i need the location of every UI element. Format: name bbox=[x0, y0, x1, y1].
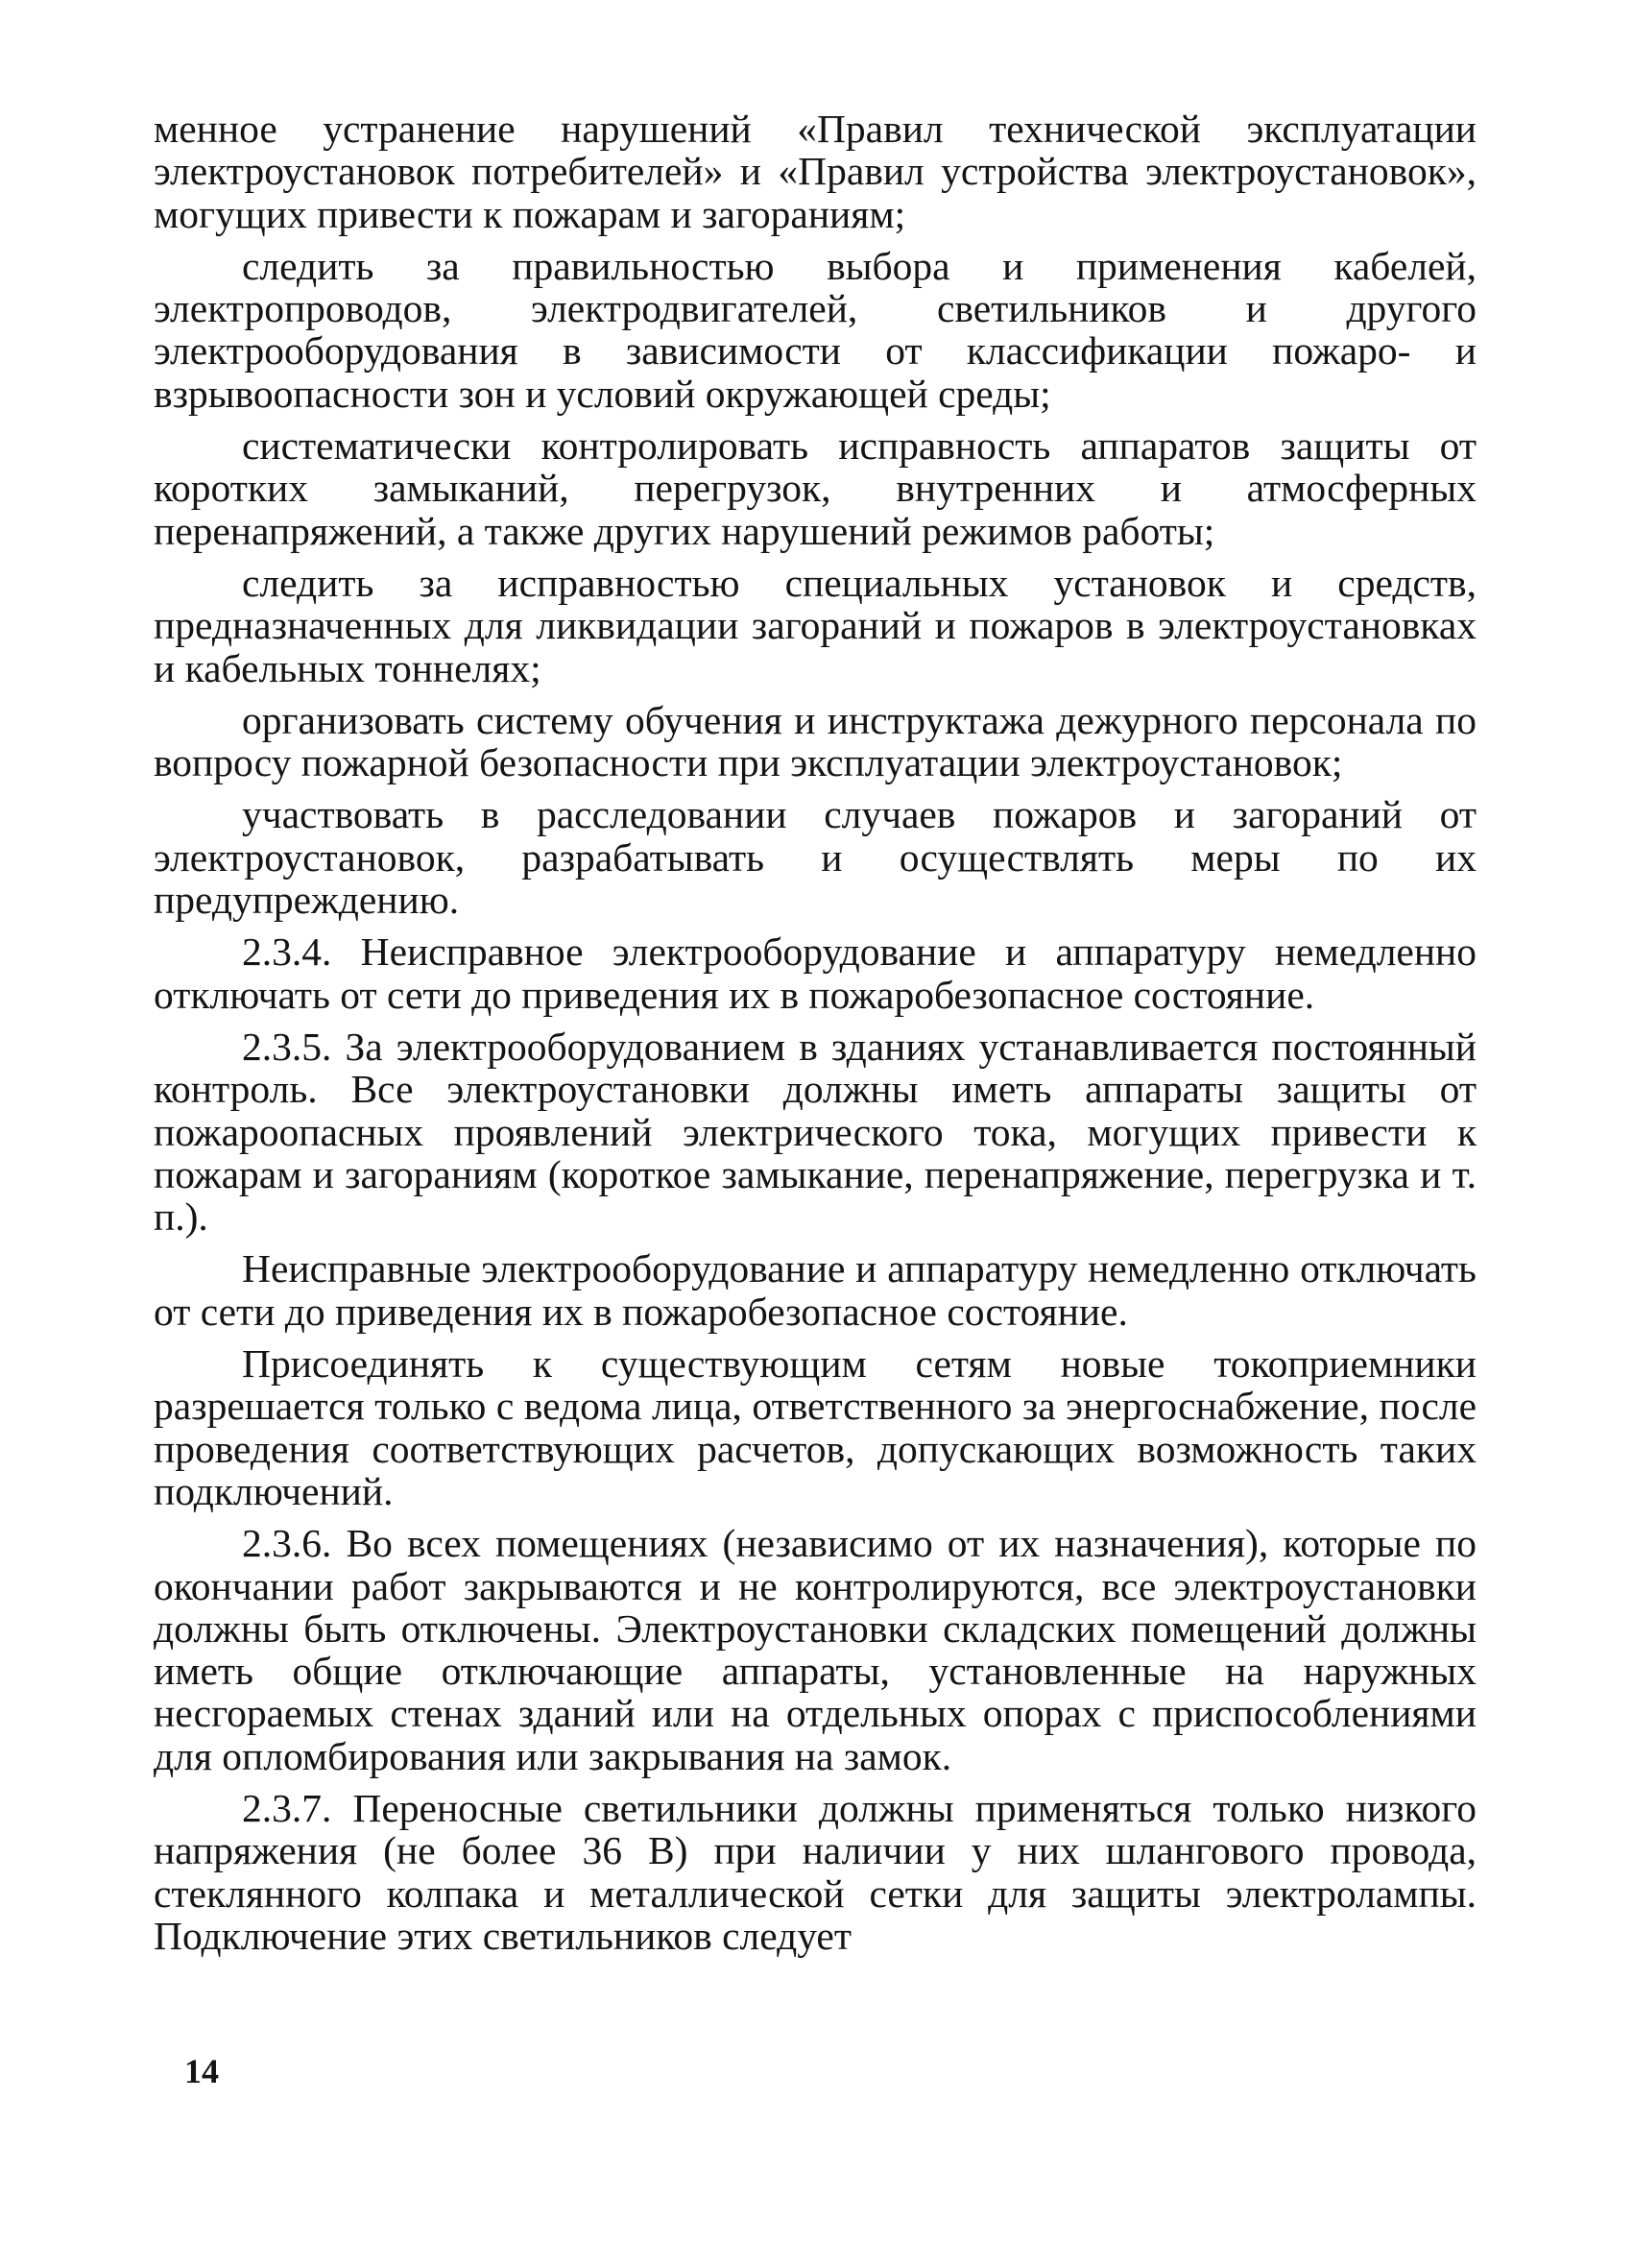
paragraph-fire-investigation: участвовать в расследовании случаев пожаров и загораний от электроустановок, разрабатывать и осуществлять меры по их предупреждению. bbox=[154, 792, 1477, 923]
paragraph-continuation: менное устранение нарушений «Правил технической эксплуатации электроустановок потребителей» и «Правил устройства электроустановок», могущих привести к пожарам и загораниям; bbox=[154, 107, 1477, 236]
paragraph-special-installations: следить за исправностью специальных установок и средств, предназначенных для ликвидации загораний и пожаров в электроустановках и кабельных тоннелях; bbox=[154, 560, 1477, 690]
page-number: 14 bbox=[184, 2052, 219, 2090]
paragraph-2-3-5: 2.3.5. За электрооборудованием в зданиях устанавливается постоянный контроль. Все электроустановки должны иметь аппараты защиты от пожароопасных проявлений электрического тока, могущих привести к пожарам и загораниям (короткое замыкание, перенапряжение, перегрузка и т. п.). bbox=[154, 1024, 1477, 1240]
paragraph-2-3-6: 2.3.6. Во всех помещениях (независимо от их назначения), которые по окончании работ закрываются и не контролируются, все электроустановки должны быть отключены. Электроустановки складских помещений должны иметь общие отключающие аппараты, установленные на наружных несгораемых стенах зданий или на отдельных опорах с приспособлениями для опломбирования или закрывания на замок. bbox=[154, 1521, 1477, 1778]
paragraph-staff-training: организовать систему обучения и инструктажа дежурного персонала по вопросу пожарной безопасности при эксплуатации электроустановок; bbox=[154, 697, 1477, 785]
paragraph-2-3-7: 2.3.7. Переносные светильники должны применяться только низкого напряжения (не более 36 В) при наличии у них шлангового провода, стеклянного колпака и металлической сетки для защиты электролампы. Подключение этих светильников следует bbox=[154, 1785, 1477, 1958]
paragraph-faulty-equipment: Неисправные электрооборудование и аппаратуру немедленно отключать от сети до приведения их в пожаробезопасное состояние. bbox=[154, 1246, 1477, 1334]
paragraph-new-consumers: Присоединять к существующим сетям новые токоприемники разрешается только с ведома лица, ответственного за энергоснабжение, после проведения соответствующих расчетов, допускающих возможность таких подключений. bbox=[154, 1341, 1477, 1513]
paragraph-protection-devices: систематически контролировать исправность аппаратов защиты от коротких замыканий, перегрузок, внутренних и атмосферных перенапряжений, а также других нарушений режимов работы; bbox=[154, 423, 1477, 553]
paragraph-cable-selection: следить за правильностью выбора и применения кабелей, электропроводов, электродвигателей, светильников и другого электрооборудования в зависимости от классификации пожаро- и взрывоопасности зон и условий окружающей среды; bbox=[154, 243, 1477, 416]
page-body bbox=[154, 108, 1477, 1966]
paragraph-2-3-4: 2.3.4. Неисправное электрооборудование и аппаратуру немедленно отключать от сети до приведения их в пожаробезопасное состояние. bbox=[154, 929, 1477, 1017]
